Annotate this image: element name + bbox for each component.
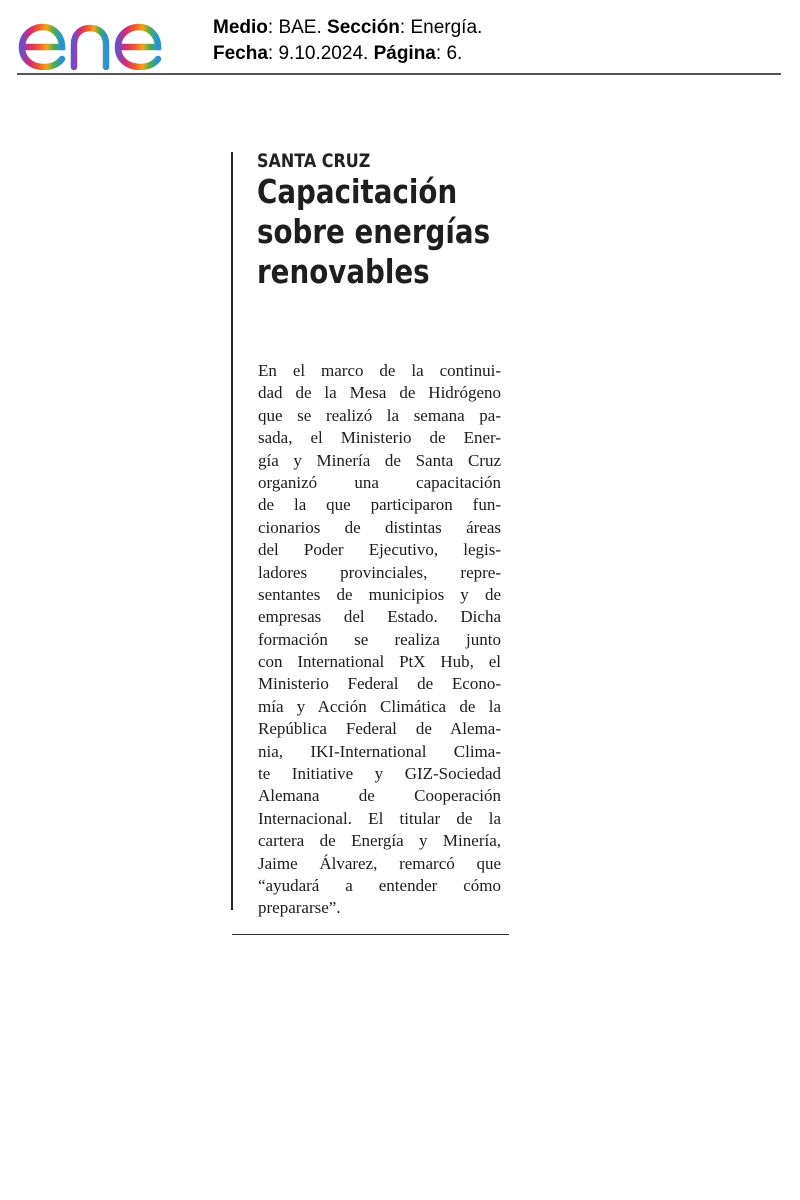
- seccion-label: Sección: [327, 17, 400, 38]
- article-kicker: SANTA CRUZ: [257, 150, 371, 172]
- header-divider: [17, 73, 781, 75]
- pagina-label: Página: [373, 43, 436, 64]
- body-line: que se realizó la semana pa-: [258, 405, 501, 425]
- body-line: con International PtX Hub, el: [258, 652, 501, 672]
- body-line: cionarios de distintas áreas: [258, 517, 501, 537]
- body-line: de la que participaron fun-: [258, 495, 501, 515]
- body-line: sentantes de municipios y de: [258, 584, 501, 604]
- body-line: En el marco de la continui-: [258, 361, 501, 380]
- body-line: prepararse”.: [258, 898, 341, 918]
- body-line: gía y Minería de Santa Cruz: [258, 450, 501, 470]
- body-line: cartera de Energía y Minería,: [258, 831, 501, 851]
- headline-line: sobre energías: [257, 212, 491, 251]
- body-line: organizó una capacitación: [258, 472, 501, 492]
- body-line: sada, el Ministerio de Ener-: [258, 428, 501, 448]
- body-line: Ministerio Federal de Econo-: [258, 674, 501, 694]
- body-line: empresas del Estado. Dicha: [258, 607, 501, 627]
- fecha-label: Fecha: [213, 43, 268, 64]
- body-line: República Federal de Alema-: [258, 719, 501, 739]
- body-line: del Poder Ejecutivo, legis-: [258, 540, 501, 560]
- body-line: “ayudará a entender cómo: [258, 875, 501, 895]
- body-line: dad de la Mesa de Hidrógeno: [258, 383, 501, 403]
- body-line: Alemana de Cooperación: [258, 786, 501, 806]
- body-line: nia, IKI-International Clima-: [258, 741, 501, 761]
- clipping-left-rule: [231, 152, 233, 910]
- meta-line-fecha-pagina: Fecha: 9.10.2024. Página: 6.: [213, 43, 463, 64]
- clipping-bottom-rule: [232, 934, 509, 935]
- body-line: mía y Acción Climática de la: [258, 696, 501, 716]
- body-line: te Initiative y GIZ-Sociedad: [258, 764, 501, 784]
- body-line: ladores provinciales, repre-: [258, 562, 501, 582]
- headline-line: Capacitación: [257, 172, 458, 211]
- meta-line-medio-seccion: Medio: BAE. Sección: Energía.: [213, 17, 483, 38]
- enel-logo: [16, 4, 192, 70]
- body-line: Jaime Álvarez, remarcó que: [258, 853, 501, 873]
- fecha-value: 9.10.2024.: [278, 43, 369, 64]
- article-body: [258, 360, 501, 920]
- pagina-value: 6.: [446, 43, 463, 64]
- body-line: Internacional. El titular de la: [258, 808, 501, 828]
- medio-label: Medio: [213, 17, 268, 38]
- seccion-value: Energía.: [410, 17, 483, 38]
- medio-value: BAE.: [278, 17, 322, 38]
- body-line: formación se realiza junto: [258, 629, 501, 649]
- article-headline: [257, 172, 547, 292]
- headline-line: renovables: [257, 252, 430, 291]
